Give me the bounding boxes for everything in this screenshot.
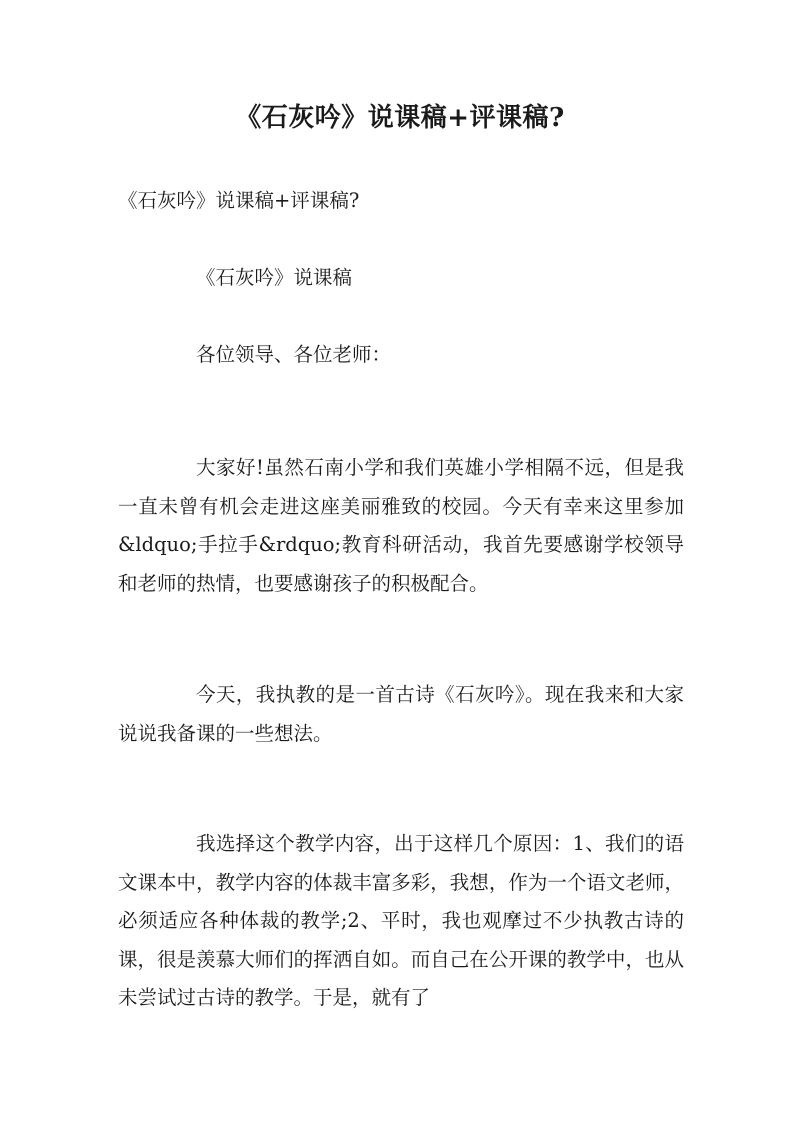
paragraph-topic: 今天，我执教的是一首古诗《石灰吟》。现在我来和大家说说我备课的一些想法。 — [118, 683, 684, 745]
document-title: 《石灰吟》说课稿+评课稿? — [235, 103, 565, 133]
paragraph-repeat-title: 《石灰吟》说课稿+评课稿? — [118, 189, 360, 212]
paragraph-greeting: 各位领导、各位老师： — [196, 343, 392, 366]
paragraph-reasons: 我选择这个教学内容，出于这样几个原因：1、我们的语文课本中，教学内容的体裁丰富多彩，我想，作为一个语文老师，必须适应各种体裁的教学;2、平时，我也观摩过不少执教古诗的课，很是羡慕大师们的挥洒自如。而自己在公开课的教学中，也从未尝试过古诗的教学。于是，就有了 — [118, 832, 684, 1009]
paragraph-intro: 大家好!虽然石南小学和我们英雄小学相隔不远，但是我一直未曾有机会走进这座美丽雅致的校园。今天有幸来这里参加&ldquo;手拉手&rdquo;教育科研活动，我首先要感谢学校领导和老师的热情，也要感谢孩子的积极配合。 — [118, 456, 684, 595]
paragraph-subtitle: 《石灰吟》说课稿 — [196, 266, 353, 289]
